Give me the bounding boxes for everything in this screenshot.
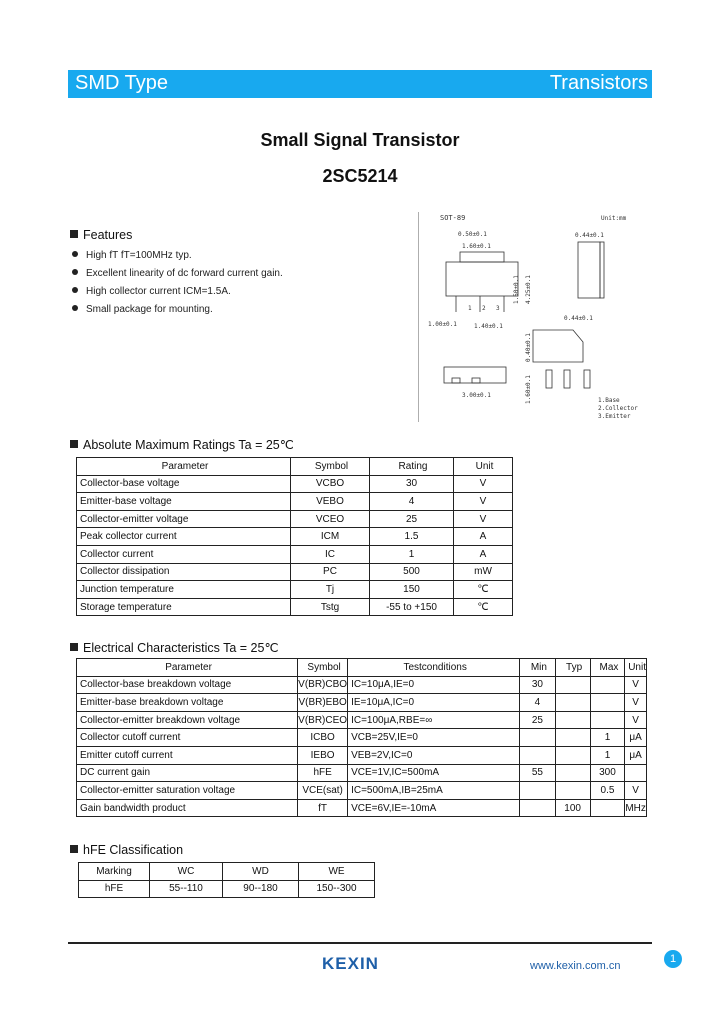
svg-text:3.Emitter: 3.Emitter [598,413,631,420]
table-cell: 30 [520,676,555,694]
body-outline [446,262,518,296]
table-cell: V [454,493,513,511]
table-cell: IC=10μA,IE=0 [348,676,520,694]
svg-text:0.44±0.1: 0.44±0.1 [564,315,593,322]
table-cell: VEB=2V,IC=0 [348,746,520,764]
table-row [77,676,647,694]
table-cell: 25 [520,711,555,729]
svg-text:0.50±0.1: 0.50±0.1 [458,231,487,238]
table-cell: μA [625,746,647,764]
header-right: Transistors [549,72,648,94]
table-row [77,746,647,764]
table-cell: 4 [520,694,555,712]
table-cell: Collector dissipation [77,563,291,581]
table-cell: VCE=6V,IE=-10mA [348,799,520,817]
package-unit: Unit:mm [601,215,627,222]
hfe-table [78,862,375,898]
package-name: SOT-89 [440,214,466,222]
table-cell: A [454,528,513,546]
bullet-square-icon [70,643,78,651]
table-cell: 500 [370,563,454,581]
table-cell: hFE [298,764,348,782]
bullet-square-icon [70,440,78,448]
svg-text:1.Base: 1.Base [598,397,620,404]
side-view-outline [578,242,600,298]
table-cell [520,746,555,764]
table-cell [590,799,624,817]
table-cell: V(BR)EBO [298,694,348,712]
table-row [77,782,647,800]
tab-outline [460,252,504,262]
table-cell: Emitter-base voltage [77,493,291,511]
table-cell: 150 [370,581,454,599]
table-cell [555,729,590,747]
table-cell: Gain bandwidth product [77,799,298,817]
table-cell: PC [291,563,370,581]
feature-item: High collector current ICM=1.5A. [72,286,231,297]
table-cell: Collector-base voltage [77,475,291,493]
table-row [77,510,513,528]
table-cell: V [454,510,513,528]
table-cell [625,764,647,782]
table-cell: ICBO [298,729,348,747]
table-row [77,729,647,747]
table-cell: Emitter-base breakdown voltage [77,694,298,712]
table-cell: VCEO [291,510,370,528]
table-cell: Collector-emitter voltage [77,510,291,528]
table-cell: A [454,545,513,563]
table-cell [520,729,555,747]
table-cell [555,711,590,729]
table-cell [555,782,590,800]
table-cell: Collector-emitter breakdown voltage [77,711,298,729]
table-cell: VCB=25V,IE=0 [348,729,520,747]
table-cell [520,782,555,800]
table-cell: MHz [625,799,647,817]
table-cell: Peak collector current [77,528,291,546]
svg-text:1.60±0.1: 1.60±0.1 [525,375,532,404]
bullet-dot-icon [72,251,78,257]
svg-text:1.40±0.1: 1.40±0.1 [474,323,503,330]
table-cell: Tstg [291,598,370,616]
table-cell: VEBO [291,493,370,511]
abs-ratings-heading: Absolute Maximum Ratings Ta = 25℃ [70,437,294,452]
table-cell: 55 [520,764,555,782]
table-cell: 1 [590,729,624,747]
table-row [77,598,513,616]
table-cell: Collector cutoff current [77,729,298,747]
table-cell [590,694,624,712]
feature-item: Small package for mounting. [72,304,213,315]
table-row: hFE 55--110 90--180 150--300 [79,880,375,898]
table-cell: 300 [590,764,624,782]
table-cell: Collector current [77,545,291,563]
table-row [77,528,513,546]
table-header-row: Marking WC WD WE [79,863,375,881]
table-row [77,764,647,782]
table-cell: 1.5 [370,528,454,546]
table-cell: 30 [370,475,454,493]
table-row [77,799,647,817]
hfe-heading: hFE Classification [70,843,183,857]
table-cell: V [625,782,647,800]
table-cell: mW [454,563,513,581]
table-cell [555,764,590,782]
table-cell [590,676,624,694]
table-cell [555,746,590,764]
svg-text:4.25±0.1: 4.25±0.1 [525,275,532,304]
table-cell: 0.5 [590,782,624,800]
page-number: 1 [664,950,682,968]
svg-text:3: 3 [496,305,500,312]
svg-text:0.44±0.1: 0.44±0.1 [575,232,604,239]
bullet-dot-icon [72,269,78,275]
svg-text:1.00±0.1: 1.00±0.1 [428,321,457,328]
table-cell: VCBO [291,475,370,493]
table-cell: DC current gain [77,764,298,782]
abs-ratings-table [76,457,513,616]
bullet-dot-icon [72,305,78,311]
bullet-square-icon [70,230,78,238]
elec-table-body [77,676,647,817]
bottom-view-outline [444,367,506,383]
abs-table-body [77,475,513,616]
elec-char-heading: Electrical Characteristics Ta = 25℃ [70,640,278,655]
svg-text:2.Collector: 2.Collector [598,405,638,412]
table-row [77,493,513,511]
table-cell: 100 [555,799,590,817]
table-cell [520,799,555,817]
feature-item: High fT fT=100MHz typ. [72,250,192,261]
table-cell: fT [298,799,348,817]
table-cell: IC [291,545,370,563]
table-cell: V(BR)CBO [298,676,348,694]
kexin-logo: KEXIN [322,954,379,973]
table-cell: IEBO [298,746,348,764]
package-drawing [418,212,658,422]
table-cell: 1 [370,545,454,563]
table-cell: Storage temperature [77,598,291,616]
svg-text:1: 1 [468,305,472,312]
table-cell: IC=100μA,RBE=∞ [348,711,520,729]
table-cell: 25 [370,510,454,528]
table-cell: ICM [291,528,370,546]
table-row [77,581,513,599]
table-cell: ℃ [454,598,513,616]
table-cell: IC=500mA,IB=25mA [348,782,520,800]
bullet-square-icon [70,845,78,853]
footer-divider [68,942,652,944]
table-cell [555,676,590,694]
bullet-dot-icon [72,287,78,293]
table-cell: -55 to +150 [370,598,454,616]
table-cell: Tj [291,581,370,599]
table-cell: VCE(sat) [298,782,348,800]
table-cell: 1 [590,746,624,764]
header-banner [68,70,652,98]
part-number: 2SC5214 [322,166,398,186]
table-row [77,694,647,712]
table-cell: V [454,475,513,493]
table-header-row: Parameter Symbol Rating Unit [77,458,513,476]
table-cell: V [625,676,647,694]
table-cell: IE=10μA,IC=0 [348,694,520,712]
table-row [77,545,513,563]
table-cell: μA [625,729,647,747]
feature-item: Excellent linearity of dc forward current gain. [72,268,283,279]
document-title: Small Signal Transistor [260,130,460,150]
table-cell: Junction temperature [77,581,291,599]
table-header-row: Parameter Symbol Testconditions Min Typ Max Unit [77,659,647,677]
table-cell [555,694,590,712]
table-row [77,711,647,729]
table-cell: 4 [370,493,454,511]
table-cell: ℃ [454,581,513,599]
table-cell: V(BR)CEO [298,711,348,729]
features-heading: Features [70,228,132,242]
svg-text:1.50±0.1: 1.50±0.1 [513,275,520,304]
header-left: SMD Type [75,72,168,94]
table-cell [590,711,624,729]
svg-text:2: 2 [482,305,486,312]
elec-char-table [76,658,647,817]
website-link[interactable]: www.kexin.com.cn [530,960,621,972]
table-cell: V [625,694,647,712]
table-cell: Collector-emitter saturation voltage [77,782,298,800]
table-row [77,563,513,581]
svg-text:0.40±0.1: 0.40±0.1 [525,333,532,362]
table-row [77,475,513,493]
table-cell: VCE=1V,IC=500mA [348,764,520,782]
table-cell: V [625,711,647,729]
svg-text:1.60±0.1: 1.60±0.1 [462,243,491,250]
front-view-outline [533,330,583,362]
table-cell: Emitter cutoff current [77,746,298,764]
svg-text:3.00±0.1: 3.00±0.1 [462,392,491,399]
table-cell: Collector-base breakdown voltage [77,676,298,694]
